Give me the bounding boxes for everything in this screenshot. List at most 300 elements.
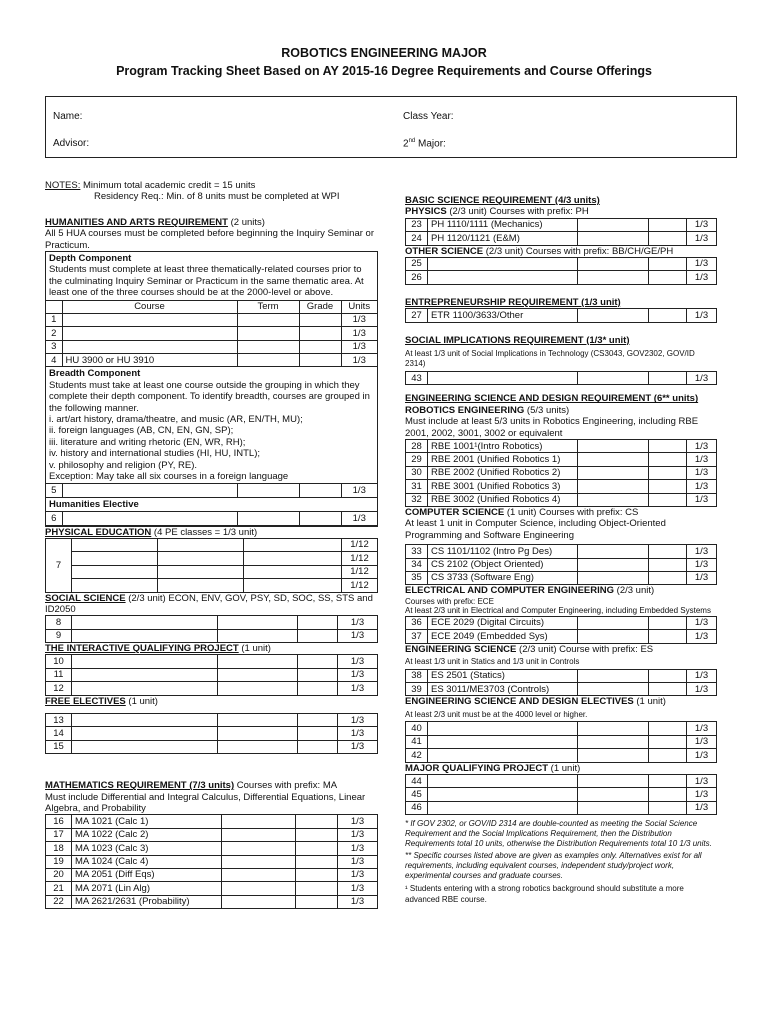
course-cell[interactable]: ECE 2029 (Digital Circuits) [428, 616, 578, 629]
term-cell[interactable] [218, 629, 298, 642]
grade-cell[interactable] [296, 895, 338, 908]
units-cell: 1/3 [687, 218, 717, 231]
row-number: 28 [406, 440, 428, 453]
term-cell[interactable] [578, 480, 649, 493]
grade-cell[interactable] [649, 788, 687, 801]
table-row [406, 630, 717, 643]
depth-th-grade: Grade [299, 300, 341, 313]
course-cell[interactable] [72, 714, 218, 727]
units-cell: 1/3 [338, 828, 378, 841]
term-cell[interactable] [222, 828, 296, 841]
grade-cell[interactable] [649, 232, 687, 245]
grade-cell[interactable] [649, 309, 687, 322]
course-cell[interactable]: RBE 3002 (Unified Robotics 4) [428, 493, 578, 506]
grade-cell[interactable] [299, 354, 341, 367]
course-cell[interactable]: PH 1110/1111 (Mechanics) [428, 218, 578, 231]
course-cell[interactable] [62, 484, 237, 497]
grade-cell[interactable] [649, 257, 687, 270]
grade-cell[interactable] [298, 616, 338, 629]
grade-cell[interactable] [298, 668, 338, 681]
table-row [406, 493, 717, 506]
rbe-table [405, 439, 717, 507]
units-cell: 1/3 [338, 714, 378, 727]
breadth-exception: Exception: May take all six courses in a foreign language [49, 470, 289, 482]
hua-section [45, 217, 378, 527]
depth-th-units: Units [341, 300, 377, 313]
row-number: 31 [406, 480, 428, 493]
course-cell[interactable]: RBE 2002 (Unified Robotics 2) [428, 466, 578, 479]
math-table [45, 814, 378, 909]
units-cell: 1/3 [338, 815, 378, 828]
term-cell[interactable] [578, 683, 649, 696]
esd-elec-title: ENGINEERING SCIENCE AND DESIGN ELECTIVES [405, 696, 634, 708]
course-cell[interactable]: MA 2051 (Diff Eqs) [72, 868, 222, 881]
units-cell: 1/3 [687, 480, 717, 493]
grade-cell[interactable] [298, 629, 338, 642]
term-cell[interactable] [578, 545, 649, 558]
row-number: 7 [46, 538, 72, 592]
term-cell[interactable] [237, 313, 299, 326]
course-cell[interactable] [72, 629, 218, 642]
course-cell[interactable]: MA 1021 (Calc 1) [72, 815, 222, 828]
term-cell[interactable] [578, 669, 649, 682]
second-major-sup: nd [408, 138, 416, 144]
course-cell[interactable] [72, 668, 218, 681]
course-cell[interactable]: MA 2071 (Lin Alg) [72, 882, 222, 895]
hua-units: (2 units) [227, 216, 265, 228]
table-row [46, 682, 378, 695]
course-cell[interactable]: ES 3011/ME3703 (Controls) [428, 683, 578, 696]
grade-cell[interactable] [299, 313, 341, 326]
other-science-table [405, 257, 717, 285]
table-row [406, 480, 717, 493]
row-number: 8 [46, 616, 72, 629]
grade-cell[interactable] [649, 218, 687, 231]
grade-cell[interactable] [649, 749, 687, 762]
table-row [406, 616, 717, 629]
term-cell[interactable] [222, 882, 296, 895]
table-row [406, 218, 717, 231]
term-cell[interactable] [578, 616, 649, 629]
free-units: (1 unit) [125, 695, 158, 707]
term-cell[interactable] [578, 630, 649, 643]
course-cell[interactable]: ETR 1100/3633/Other [428, 309, 578, 322]
course-cell[interactable] [72, 727, 218, 740]
grade-cell[interactable] [299, 327, 341, 340]
left-column [45, 180, 378, 909]
other-science-units: (2/3 unit) Courses with prefix: BB/CH/GE/PH [483, 245, 674, 257]
term-cell[interactable] [218, 655, 298, 668]
grade-cell[interactable] [649, 545, 687, 558]
table-row [46, 340, 377, 353]
esd-elec-table [405, 721, 717, 762]
row-number: 35 [406, 571, 428, 584]
row-number: 23 [406, 218, 428, 231]
es-units: (2/3 unit) Course with prefix: ES [516, 643, 654, 655]
class-year-label: Class Year: [403, 111, 454, 122]
esd-heading: ENGINEERING SCIENCE AND DESIGN REQUIREMENT (6** units) [405, 393, 699, 405]
table-row [46, 714, 378, 727]
term-cell[interactable] [578, 493, 649, 506]
term-cell[interactable] [218, 668, 298, 681]
free-heading: FREE ELECTIVES [45, 695, 126, 707]
units-cell: 1/3 [687, 683, 717, 696]
table-row [406, 309, 717, 322]
table-row [46, 354, 377, 367]
course-cell[interactable]: ES 2501 (Statics) [428, 669, 578, 682]
notes-line2: Residency Req.: Min. of 8 units must be completed at WPI [94, 191, 340, 203]
units-cell: 1/3 [338, 855, 378, 868]
depth-table [46, 300, 377, 368]
table-row [406, 722, 717, 735]
es-table [405, 669, 717, 697]
term-cell[interactable] [578, 571, 649, 584]
course-cell[interactable] [62, 327, 237, 340]
course-cell[interactable]: MA 1022 (Calc 2) [72, 828, 222, 841]
ent-table [405, 308, 717, 322]
table-row [406, 669, 717, 682]
course-cell[interactable] [62, 313, 237, 326]
table-row [406, 571, 717, 584]
course-cell[interactable] [428, 271, 578, 284]
grade-cell[interactable] [649, 801, 687, 814]
row-number: 38 [406, 669, 428, 682]
course-cell[interactable]: MA 1023 (Calc 3) [72, 842, 222, 855]
grade-cell[interactable] [649, 735, 687, 748]
term-cell[interactable] [578, 309, 649, 322]
term-cell[interactable] [578, 453, 649, 466]
term-cell[interactable] [222, 868, 296, 881]
advisor-label: Advisor: [53, 138, 90, 149]
row-number: 1 [46, 313, 62, 326]
row-number: 19 [46, 855, 72, 868]
course-cell[interactable]: RBE 1001¹(Intro Robotics) [428, 440, 578, 453]
grade-cell[interactable] [649, 775, 687, 788]
course-cell[interactable] [428, 775, 578, 788]
course-cell[interactable] [72, 552, 158, 565]
row-number: 4 [46, 354, 62, 367]
cs-table [405, 544, 717, 585]
grade-cell[interactable] [649, 722, 687, 735]
grade-cell[interactable] [299, 512, 341, 525]
soc-impl-table [405, 371, 717, 385]
esd-elec-desc: At least 2/3 unit must be at the 4000 level or higher. [405, 709, 588, 719]
breadth-group: ii. foreign languages (AB, CN, EN, GN, SP); [49, 425, 234, 437]
units-cell: 1/3 [341, 484, 377, 497]
term-cell[interactable] [578, 788, 649, 801]
grade-cell[interactable] [649, 440, 687, 453]
course-cell[interactable] [72, 655, 218, 668]
term-cell[interactable] [578, 466, 649, 479]
row-number: 29 [406, 453, 428, 466]
grade-cell[interactable] [649, 616, 687, 629]
grade-cell[interactable] [296, 842, 338, 855]
table-row [46, 855, 378, 868]
row-number: 24 [406, 232, 428, 245]
grade-cell[interactable] [296, 828, 338, 841]
grade-cell[interactable] [649, 571, 687, 584]
course-cell[interactable]: CS 3733 (Software Eng) [428, 571, 578, 584]
course-cell[interactable] [62, 512, 237, 525]
grade-cell[interactable] [649, 493, 687, 506]
course-cell[interactable]: CS 1101/1102 (Intro Pg Des) [428, 545, 578, 558]
term-cell[interactable] [222, 895, 296, 908]
table-row [46, 740, 378, 753]
footnote-1: * If GOV 2302, or GOV/ID 2314 are double-counted as meeting the Social Science Requirement and the Social Implications Requirement, then the Distribution Requirements total 10 units, otherwise the Distribution Requirements total 10 1/3 units. [405, 819, 712, 849]
breadth-group: i. art/art history, drama/theatre, and music (AR, EN/TH, MU); [49, 414, 303, 426]
units-cell: 1/3 [338, 616, 378, 629]
breadth-group: iv. history and international studies (HI, HU, INTL); [49, 448, 261, 460]
term-cell[interactable] [578, 372, 649, 385]
ece-table [405, 616, 717, 644]
course-cell[interactable]: MA 2621/2631 (Probability) [72, 895, 222, 908]
term-cell[interactable] [237, 484, 299, 497]
row-number: 20 [46, 868, 72, 881]
course-cell[interactable] [158, 552, 244, 565]
course-cell[interactable] [72, 616, 218, 629]
row-number: 9 [46, 629, 72, 642]
depth-th-term: Term [237, 300, 299, 313]
term-cell[interactable] [578, 722, 649, 735]
mqp-table [405, 774, 717, 815]
units-cell: 1/3 [687, 735, 717, 748]
course-cell[interactable] [158, 565, 244, 578]
table-row [406, 372, 717, 385]
units-cell: 1/3 [687, 775, 717, 788]
course-cell[interactable] [428, 372, 578, 385]
grade-cell[interactable] [649, 683, 687, 696]
term-cell[interactable] [218, 740, 298, 753]
units-cell: 1/3 [687, 271, 717, 284]
pe-table [45, 538, 378, 593]
physics-units: (2/3 unit) Courses with prefix: PH [446, 206, 589, 218]
grade-cell[interactable] [296, 882, 338, 895]
course-cell[interactable]: MA 1024 (Calc 4) [72, 855, 222, 868]
notes-label: NOTES: [45, 180, 81, 191]
row-number: 42 [406, 749, 428, 762]
iqp-units: (1 unit) [238, 643, 271, 655]
row-number: 36 [406, 616, 428, 629]
table-row [406, 232, 717, 245]
term-cell[interactable] [578, 735, 649, 748]
course-cell[interactable] [428, 801, 578, 814]
grade-cell[interactable] [649, 372, 687, 385]
course-cell[interactable] [428, 749, 578, 762]
table-row [46, 868, 378, 881]
ece-title: ELECTRICAL AND COMPUTER ENGINEERING [405, 585, 615, 597]
term-cell[interactable] [222, 855, 296, 868]
table-row [46, 655, 378, 668]
term-cell[interactable] [578, 271, 649, 284]
row-number: 32 [406, 493, 428, 506]
grade-cell[interactable] [296, 868, 338, 881]
term-cell[interactable] [578, 801, 649, 814]
row-number: 10 [46, 655, 72, 668]
course-cell[interactable] [72, 682, 218, 695]
row-number: 44 [406, 775, 428, 788]
grade-cell[interactable] [298, 740, 338, 753]
course-cell[interactable]: RBE 3001 (Unified Robotics 3) [428, 480, 578, 493]
course-cell[interactable] [72, 579, 158, 592]
units-cell: 1/3 [687, 558, 717, 571]
term-cell[interactable] [578, 232, 649, 245]
free-section [45, 696, 378, 755]
course-cell[interactable] [158, 538, 244, 551]
course-cell[interactable]: RBE 2001 (Unified Robotics 1) [428, 453, 578, 466]
other-science-title: OTHER SCIENCE [405, 245, 484, 257]
units-cell: 1/3 [687, 669, 717, 682]
rbe-desc: Must include at least 5/3 units in Robotics Engineering, including RBE 2001, 2002, 3001, 3002 or equivalent [405, 416, 699, 439]
breadth-desc: Students must take at least one course outside the grouping in which they complete their depth component. To identify breadth, courses are grouped in the following manner. [49, 379, 370, 414]
row-number: 22 [46, 895, 72, 908]
table-row [406, 749, 717, 762]
units-cell: 1/3 [687, 749, 717, 762]
depth-th-course: Course [62, 300, 237, 313]
row-number: 18 [46, 842, 72, 855]
math-heading: MATHEMATICS REQUIREMENT (7/3 units) [45, 780, 235, 792]
term-cell[interactable] [237, 512, 299, 525]
term-cell[interactable] [237, 327, 299, 340]
notes [45, 180, 378, 203]
term-cell[interactable] [578, 558, 649, 571]
table-row [46, 668, 378, 681]
course-cell[interactable] [428, 722, 578, 735]
units-cell: 1/3 [338, 655, 378, 668]
units-cell: 1/3 [338, 682, 378, 695]
row-number: 3 [46, 340, 62, 353]
ss-section [45, 593, 378, 644]
term-cell[interactable] [222, 815, 296, 828]
es-desc: At least 1/3 unit in Statics and 1/3 unit in Controls [405, 657, 580, 667]
term-cell[interactable] [244, 538, 342, 551]
row-number: 11 [46, 668, 72, 681]
units-cell: 1/12 [342, 538, 378, 551]
grade-cell[interactable] [649, 480, 687, 493]
units-cell: 1/3 [687, 630, 717, 643]
grade-cell[interactable] [296, 855, 338, 868]
course-cell[interactable] [72, 565, 158, 578]
units-cell: 1/3 [687, 493, 717, 506]
units-cell: 1/3 [687, 232, 717, 245]
row-number: 14 [46, 727, 72, 740]
term-cell[interactable] [218, 727, 298, 740]
table-row [406, 683, 717, 696]
term-cell[interactable] [244, 552, 342, 565]
term-cell[interactable] [578, 257, 649, 270]
math-units: Courses with prefix: MA [234, 780, 338, 792]
table-row [46, 565, 378, 578]
student-info-box [45, 96, 737, 158]
grade-cell[interactable] [649, 669, 687, 682]
course-cell[interactable] [62, 340, 237, 353]
course-cell[interactable] [72, 538, 158, 551]
units-cell: 1/3 [338, 882, 378, 895]
course-cell[interactable] [428, 257, 578, 270]
units-cell: 1/3 [338, 668, 378, 681]
depth-desc: Students must complete at least three thematically-related courses prior to the culminating Inquiry Seminar or Practicum in the same thematic area. At least one of the three courses should be at the 2000-level or above. [49, 264, 364, 299]
units-cell: 1/3 [687, 801, 717, 814]
footnote-3: ¹ Students entering with a strong robotics background should substitute a more advanced RBE course. [405, 884, 684, 904]
course-cell[interactable]: PH 1120/1121 (E&M) [428, 232, 578, 245]
course-cell[interactable] [428, 788, 578, 801]
course-cell[interactable] [72, 740, 218, 753]
grade-cell[interactable] [298, 655, 338, 668]
grade-cell[interactable] [298, 727, 338, 740]
grade-cell[interactable] [296, 815, 338, 828]
units-cell: 1/3 [687, 722, 717, 735]
term-cell[interactable] [237, 354, 299, 367]
units-cell: 1/3 [341, 354, 377, 367]
grade-cell[interactable] [649, 558, 687, 571]
units-cell: 1/12 [342, 552, 378, 565]
units-cell: 1/3 [687, 616, 717, 629]
table-row [406, 788, 717, 801]
row-number: 39 [406, 683, 428, 696]
course-cell[interactable]: ECE 2049 (Embedded Sys) [428, 630, 578, 643]
term-cell[interactable] [218, 616, 298, 629]
term-cell[interactable] [578, 218, 649, 231]
course-cell[interactable]: CS 2102 (Object Oriented) [428, 558, 578, 571]
term-cell[interactable] [237, 340, 299, 353]
grade-cell[interactable] [649, 466, 687, 479]
grade-cell[interactable] [299, 340, 341, 353]
units-cell: 1/3 [338, 740, 378, 753]
grade-cell[interactable] [298, 682, 338, 695]
grade-cell[interactable] [649, 630, 687, 643]
term-cell[interactable] [222, 842, 296, 855]
table-row [406, 440, 717, 453]
course-cell[interactable]: HU 3900 or HU 3910 [62, 354, 237, 367]
course-cell[interactable] [428, 735, 578, 748]
table-row [406, 545, 717, 558]
hua-desc: All 5 HUA courses must be completed before beginning the Inquiry Seminar or Practicum. [45, 228, 374, 251]
table-row [406, 453, 717, 466]
term-cell[interactable] [578, 440, 649, 453]
grade-cell[interactable] [649, 453, 687, 466]
table-row [46, 895, 378, 908]
grade-cell[interactable] [299, 484, 341, 497]
term-cell[interactable] [578, 749, 649, 762]
ece-desc: At least 2/3 unit in Electrical and Computer Engineering, including Embedded Systems [405, 606, 711, 616]
right-column [405, 195, 717, 905]
table-row [46, 629, 378, 642]
table-row [46, 538, 378, 551]
row-number: 13 [46, 714, 72, 727]
row-number: 15 [46, 740, 72, 753]
pe-units: (4 PE classes = 1/3 unit) [151, 526, 258, 538]
term-cell[interactable] [578, 775, 649, 788]
physics-table [405, 218, 717, 246]
term-cell[interactable] [244, 579, 342, 592]
row-number: 6 [46, 512, 62, 525]
table-row [46, 327, 377, 340]
row-number: 33 [406, 545, 428, 558]
math-section [45, 780, 378, 909]
units-cell: 1/3 [338, 895, 378, 908]
grade-cell[interactable] [649, 271, 687, 284]
iqp-table [45, 654, 378, 695]
term-cell[interactable] [244, 565, 342, 578]
row-number: 12 [46, 682, 72, 695]
term-cell[interactable] [218, 682, 298, 695]
table-row [46, 484, 377, 497]
pe-heading: PHYSICAL EDUCATION [45, 526, 152, 538]
course-cell[interactable] [158, 579, 244, 592]
term-cell[interactable] [218, 714, 298, 727]
second-major-suffix: Major: [415, 138, 446, 150]
grade-cell[interactable] [298, 714, 338, 727]
units-cell: 1/3 [687, 788, 717, 801]
